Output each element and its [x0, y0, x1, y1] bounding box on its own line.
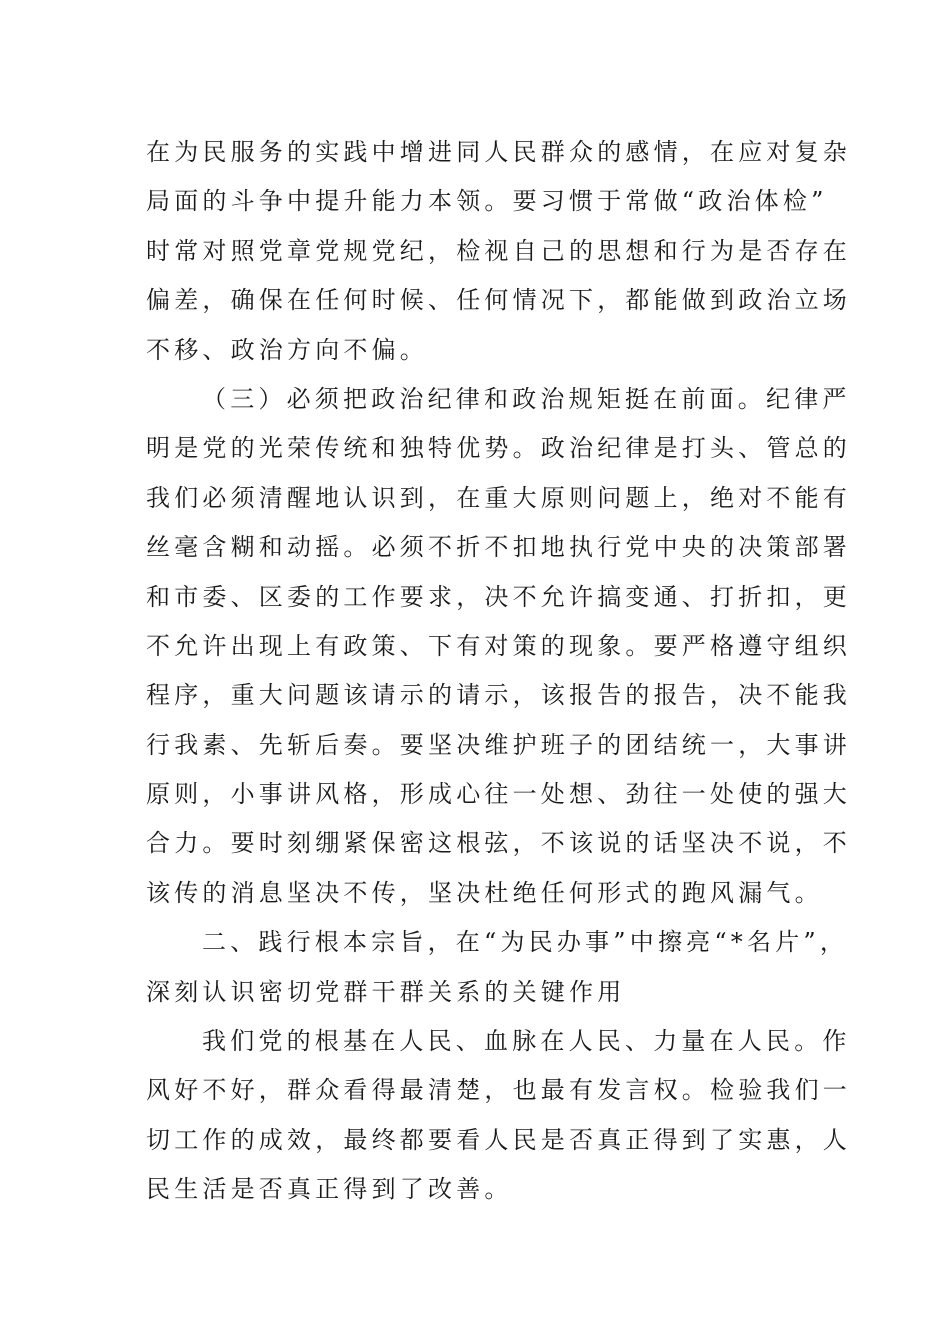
text-line: 明是党的光荣传统和独特优势。政治纪律是打头、管总的: [146, 434, 851, 463]
text-line: 行我素、先斩后奏。要坚决维护班子的团结统一，大事讲: [146, 730, 851, 759]
text-line: 局面的斗争中提升能力本领。要习惯于常做“政治体检”: [146, 187, 828, 216]
text-line: 风好不好，群众看得最清楚，也最有发言权。检验我们一: [146, 1076, 851, 1105]
section-heading-two-continued: 深刻认识密切党群干群关系的关键作用: [146, 977, 626, 1006]
text-line: 丝毫含糊和动摇。必须不折不扣地执行党中央的决策部署: [146, 533, 851, 562]
text-line: 切工作的成效，最终都要看人民是否真正得到了实惠，人: [146, 1125, 851, 1154]
section-heading-three: （三）必须把政治纪律和政治规矩挺在前面。纪律严: [202, 384, 851, 413]
text-line: 时常对照党章党规党纪，检视自己的思想和行为是否存在: [146, 236, 851, 265]
text-line: 我们必须清醒地认识到，在重大原则问题上，绝对不能有: [146, 483, 851, 512]
text-line: 偏差，确保在任何时候、任何情况下，都能做到政治立场: [146, 286, 851, 315]
text-line: 不移、政治方向不偏。: [146, 335, 428, 364]
document-body: [146, 128, 851, 1215]
text-line: 合力。要时刻绷紧保密这根弦，不该说的话坚决不说，不: [146, 829, 851, 858]
text-line: 和市委、区委的工作要求，决不允许搞变通、打折扣，更: [146, 582, 851, 611]
text-line: 该传的消息坚决不传，坚决杜绝任何形式的跑风漏气。: [146, 878, 823, 907]
text-line: 我们党的根基在人民、血脉在人民、力量在人民。作: [202, 1027, 851, 1056]
text-line: 民生活是否真正得到了改善。: [146, 1175, 513, 1204]
section-heading-two: 二、践行根本宗旨，在“为民办事”中擦亮“*名片”，: [202, 928, 849, 957]
text-line: 在为民服务的实践中增进同人民群众的感情，在应对复杂: [146, 138, 851, 166]
text-line: 不允许出现上有政策、下有对策的现象。要严格遵守组织: [146, 631, 851, 660]
text-line: 程序，重大问题该请示的请示，该报告的报告，决不能我: [146, 681, 851, 710]
text-line: 原则，小事讲风格，形成心往一处想、劲往一处使的强大: [146, 780, 851, 809]
